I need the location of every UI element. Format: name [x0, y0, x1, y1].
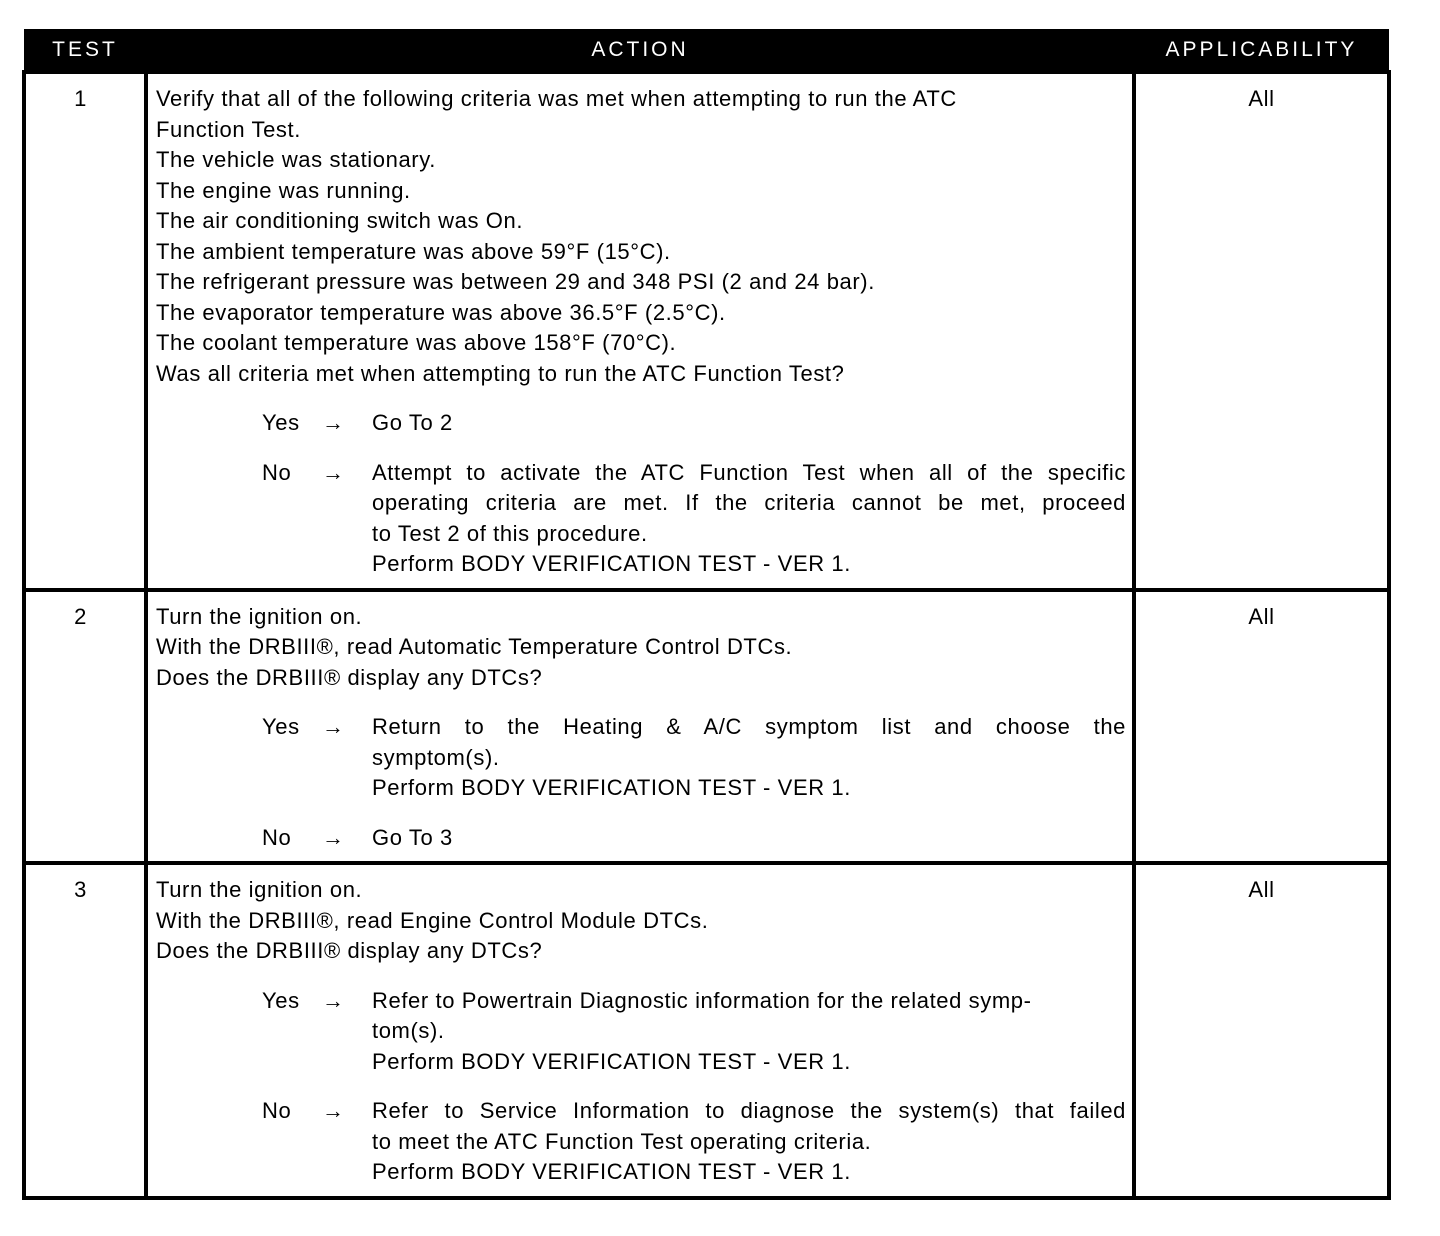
result-line: Refer to Powertrain Diagnostic information for the related symp- [372, 987, 1032, 1013]
outcome-no [262, 1096, 1126, 1188]
result-line: tom(s). [372, 1018, 445, 1043]
header-applicability: APPLICABILITY [1134, 29, 1389, 72]
action-line: Turn the ignition on. [156, 603, 363, 629]
action-line: Does the DRBIII® display any DTCs? [156, 664, 543, 690]
right-arrow-icon: → [322, 987, 345, 1013]
action-line: The coolant temperature was above 158°F (70°C). [156, 330, 677, 355]
result-line: Perform BODY VERIFICATION TEST - VER 1. [372, 1048, 851, 1074]
outcome-result [372, 408, 1126, 439]
result-line: Go To 2 [372, 410, 453, 435]
action-cell [146, 72, 1134, 590]
outcome-result [372, 458, 1126, 580]
result-line: Perform BODY VERIFICATION TEST - VER 1. [372, 1159, 851, 1184]
outcome-yes [262, 712, 1126, 804]
test-number: 3 [24, 863, 146, 1198]
right-arrow-icon: → [322, 1098, 345, 1123]
outcome-answer: Yes [262, 410, 300, 435]
outcome-no [262, 458, 1126, 580]
right-arrow-icon: → [322, 714, 345, 739]
right-arrow-icon: → [322, 410, 345, 435]
outcome-yes [262, 408, 1126, 439]
result-line: Perform BODY VERIFICATION TEST - VER 1. [372, 775, 851, 800]
outcome-answer: No [262, 824, 292, 850]
action-line: Was all criteria met when attempting to run the ATC Function Test? [156, 360, 845, 386]
outcome-result [372, 712, 1126, 804]
result-line: Go To 3 [372, 824, 453, 850]
action-line: With the DRBIII®, read Automatic Temperature Control DTCs. [156, 634, 793, 659]
action-line: The engine was running. [156, 177, 411, 203]
test-number: 2 [24, 590, 146, 864]
outcome-answer: No [262, 1098, 292, 1123]
action-line: Verify that all of the following criteria was met when attempting to run the ATC [156, 86, 957, 111]
header-test: TEST [24, 29, 146, 72]
result-line: to meet the ATC Function Test operating criteria. [372, 1128, 872, 1154]
result-line: Return to the Heating & A/C symptom list and choose the [372, 714, 1126, 739]
applicability-value: All [1134, 863, 1389, 1198]
outcome-answer: No [262, 459, 292, 485]
action-line: Function Test. [156, 116, 301, 142]
action-line: Turn the ignition on. [156, 877, 363, 902]
header-action: ACTION [146, 29, 1134, 72]
action-line: The evaporator temperature was above 36.5°F (2.5°C). [156, 299, 726, 325]
outcome-result [372, 1096, 1126, 1188]
action-line: The air conditioning switch was On. [156, 208, 524, 233]
test-number: 1 [24, 72, 146, 590]
outcome-answer: Yes [262, 714, 300, 739]
action-cell [146, 863, 1134, 1198]
action-line: The vehicle was stationary. [156, 147, 436, 172]
right-arrow-icon: → [322, 459, 345, 485]
action-line: Does the DRBIII® display any DTCs? [156, 938, 543, 963]
table-header [24, 29, 1389, 72]
diagnostic-test-table [22, 29, 1391, 1200]
table-row [24, 72, 1389, 590]
result-line: Attempt to activate the ATC Function Test when all of the specific [372, 459, 1126, 485]
right-arrow-icon: → [322, 824, 345, 850]
applicability-value: All [1134, 72, 1389, 590]
result-line: Perform BODY VERIFICATION TEST - VER 1. [372, 551, 851, 576]
table-row [24, 590, 1389, 864]
table-body [24, 72, 1389, 1198]
applicability-value: All [1134, 590, 1389, 864]
action-line: The refrigerant pressure was between 29 and 348 PSI (2 and 24 bar). [156, 269, 875, 294]
action-line: With the DRBIII®, read Engine Control Module DTCs. [156, 907, 709, 933]
outcome-answer: Yes [262, 987, 300, 1013]
result-line: to Test 2 of this procedure. [372, 520, 648, 546]
outcome-result [372, 823, 1126, 854]
outcome-no [262, 823, 1126, 854]
result-line: operating criteria are met. If the criteria cannot be met, proceed [372, 490, 1126, 515]
outcome-yes [262, 986, 1126, 1078]
outcome-result [372, 986, 1126, 1078]
table-row [24, 863, 1389, 1198]
action-cell [146, 590, 1134, 864]
result-line: symptom(s). [372, 744, 500, 770]
action-line: The ambient temperature was above 59°F (15°C). [156, 238, 671, 264]
result-line: Refer to Service Information to diagnose the system(s) that failed [372, 1098, 1126, 1123]
